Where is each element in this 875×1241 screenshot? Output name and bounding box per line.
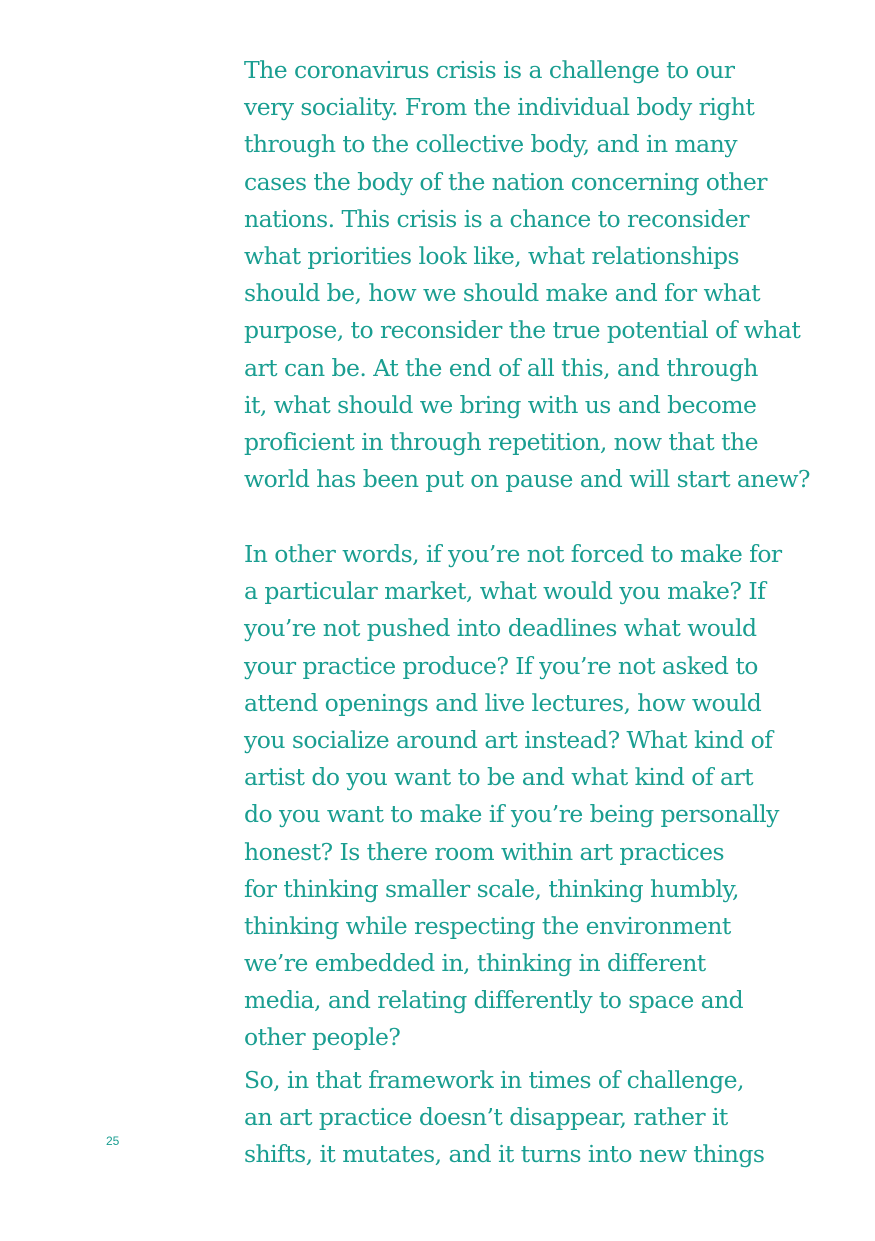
paragraph-framework bbox=[244, 1062, 804, 1174]
text-line: you socialize around art instead? What kind of bbox=[244, 725, 773, 754]
text-line: purpose, to reconsider the true potential of what bbox=[244, 316, 801, 345]
text-line: attend openings and live lectures, how would bbox=[244, 688, 762, 717]
text-line: do you want to make if you’re being personally bbox=[244, 800, 779, 829]
text-line: a particular market, what would you make? If bbox=[244, 577, 766, 606]
text-line: your practice produce? If you’re not asked to bbox=[244, 651, 758, 680]
text-line: very sociality. From the individual body right bbox=[244, 93, 755, 122]
text-line: you’re not pushed into deadlines what would bbox=[244, 614, 757, 643]
text-line: other people? bbox=[244, 1023, 401, 1052]
text-line: art can be. At the end of all this, and through bbox=[244, 353, 758, 382]
text-line: media, and relating differently to space and bbox=[244, 986, 744, 1015]
text-line: through to the collective body, and in many bbox=[244, 130, 737, 159]
text-line: cases the body of the nation concerning other bbox=[244, 167, 767, 196]
text-line: we’re embedded in, thinking in different bbox=[244, 949, 706, 978]
text-line: what priorities look like, what relationships bbox=[244, 241, 740, 270]
text-line: So, in that framework in times of challenge, bbox=[244, 1066, 744, 1094]
paragraph-in-other-words bbox=[244, 536, 804, 1057]
text-line: an art practice doesn’t disappear, rather it bbox=[244, 1103, 728, 1132]
text-line: for thinking smaller scale, thinking humbly, bbox=[244, 874, 739, 903]
text-line: The coronavirus crisis is a challenge to our bbox=[244, 56, 735, 84]
text-line: nations. This crisis is a chance to reconsider bbox=[244, 204, 749, 233]
text-line: thinking while respecting the environment bbox=[244, 911, 731, 940]
page-number: 25 bbox=[106, 1134, 120, 1148]
text-line: proficient in through repetition, now that the bbox=[244, 427, 758, 456]
text-line: honest? Is there room within art practices bbox=[244, 837, 725, 866]
text-line: In other words, if you’re not forced to make for bbox=[244, 540, 782, 568]
text-line: world has been put on pause and will start anew? bbox=[244, 465, 810, 494]
text-line: should be, how we should make and for what bbox=[244, 279, 760, 308]
paragraph-coronavirus-crisis bbox=[244, 52, 810, 498]
text-line: artist do you want to be and what kind of art bbox=[244, 763, 754, 792]
text-line: it, what should we bring with us and become bbox=[244, 390, 757, 419]
text-line: shifts, it mutates, and it turns into new things bbox=[244, 1140, 765, 1169]
